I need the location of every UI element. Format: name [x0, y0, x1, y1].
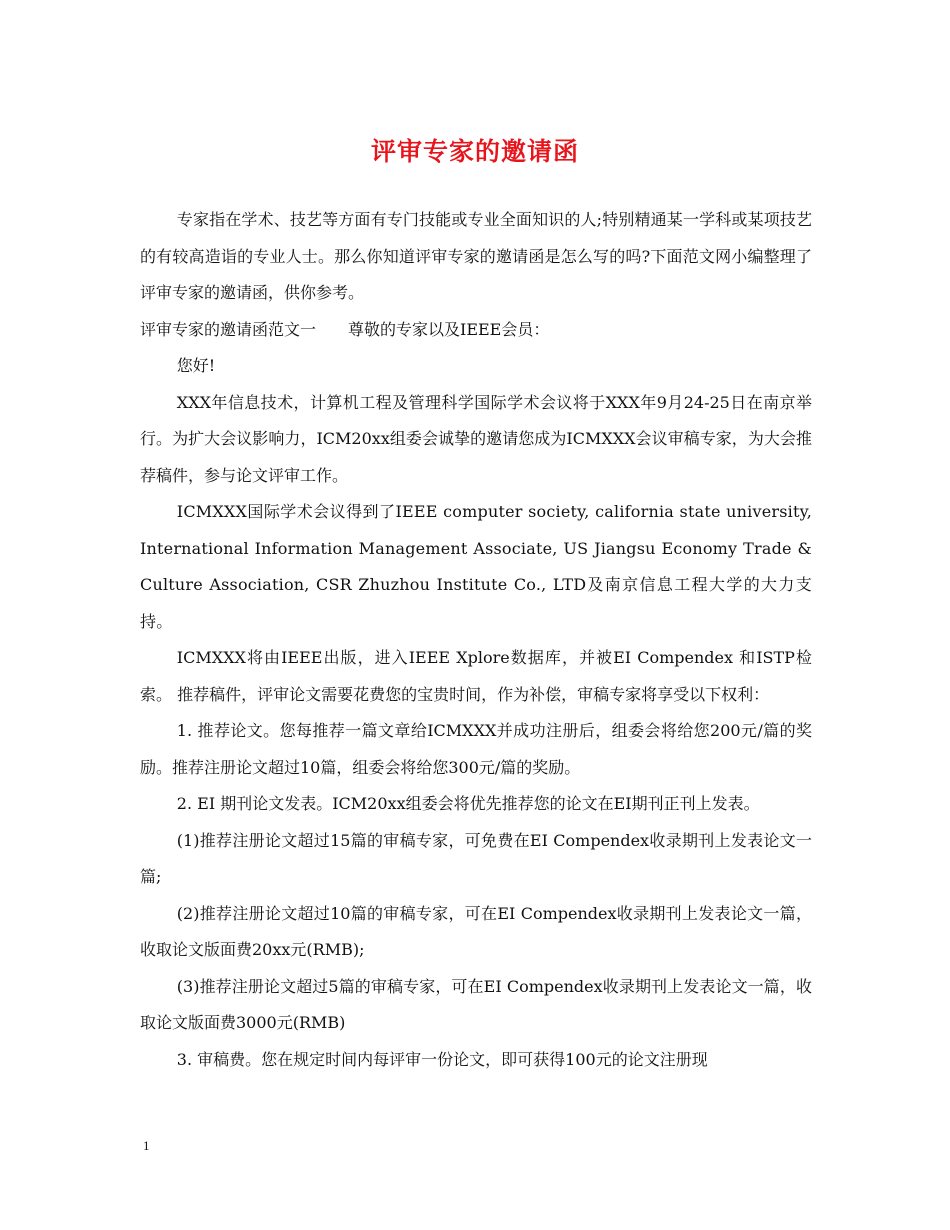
benefit-subitem-3: (3)推荐注册论文超过5篇的审稿专家，可在EI Compendex收录期刊上发表论文一篇，收取论文版面费3000元(RMB) [140, 976, 812, 1032]
conference-paragraph: XXX年信息技术，计算机工程及管理科学国际学术会议将于XXX年9月24-25日在南京举行。为扩大会议影响力，ICM20xx组委会诚挚的邀请您成为ICMXXX会议审稿专家，为大会推荐稿件，参与论文评审工作。 [140, 392, 812, 485]
document-body [140, 202, 812, 1078]
benefit-item-3: 3. 审稿费。您在规定时间内每评审一份论文，即可获得100元的论文注册现 [176, 1049, 708, 1069]
page-title: 评审专家的邀请函 [370, 137, 579, 166]
sponsors-paragraph: ICMXXX国际学术会议得到了IEEE computer society, california state university, International Information Management Associate, US Jiangsu Economy Trade & Culture Association, CSR Zhuzhou Institute Co., LTD及南京信息工程大学的大力支持。 [140, 502, 812, 631]
benefit-subitem-2: (2)推荐注册论文超过10篇的审稿专家，可在EI Compendex收录期刊上发表论文一篇，收取论文版面费20xx元(RMB); [140, 903, 812, 959]
letter-heading: 评审专家的邀请函范文一 尊敬的专家以及IEEE会员： [140, 319, 550, 339]
benefit-subitem-1: (1)推荐注册论文超过15篇的审稿专家，可免费在EI Compendex收录期刊上发表论文一篇; [140, 830, 812, 886]
intro-paragraph: 专家指在学术、技艺等方面有专门技能或专业全面知识的人;特别精通某一学科或某项技艺的有较高造诣的专业人士。那么你知道评审专家的邀请函是怎么写的吗?下面范文网小编整理了评审专家的邀请函，供你参考。 [140, 210, 812, 302]
publication-paragraph: ICMXXX将由IEEE出版，进入IEEE Xplore数据库，并被EI Compendex 和ISTP检索。 推荐稿件，评审论文需要花费您的宝贵时间，作为补偿，审稿专家将享受以下权利： [140, 648, 812, 704]
greeting: 您好! [176, 356, 216, 375]
benefit-item-2: 2. EI 期刊论文发表。ICM20xx组委会将优先推荐您的论文在EI期刊正刊上发表。 [176, 794, 760, 813]
benefit-item-1: 1. 推荐论文。您每推荐一篇文章给ICMXXX并成功注册后，组委会将给您200元/篇的奖励。推荐注册论文超过10篇，组委会将给您300元/篇的奖励。 [140, 721, 812, 777]
page-number: 1 [143, 1138, 150, 1153]
